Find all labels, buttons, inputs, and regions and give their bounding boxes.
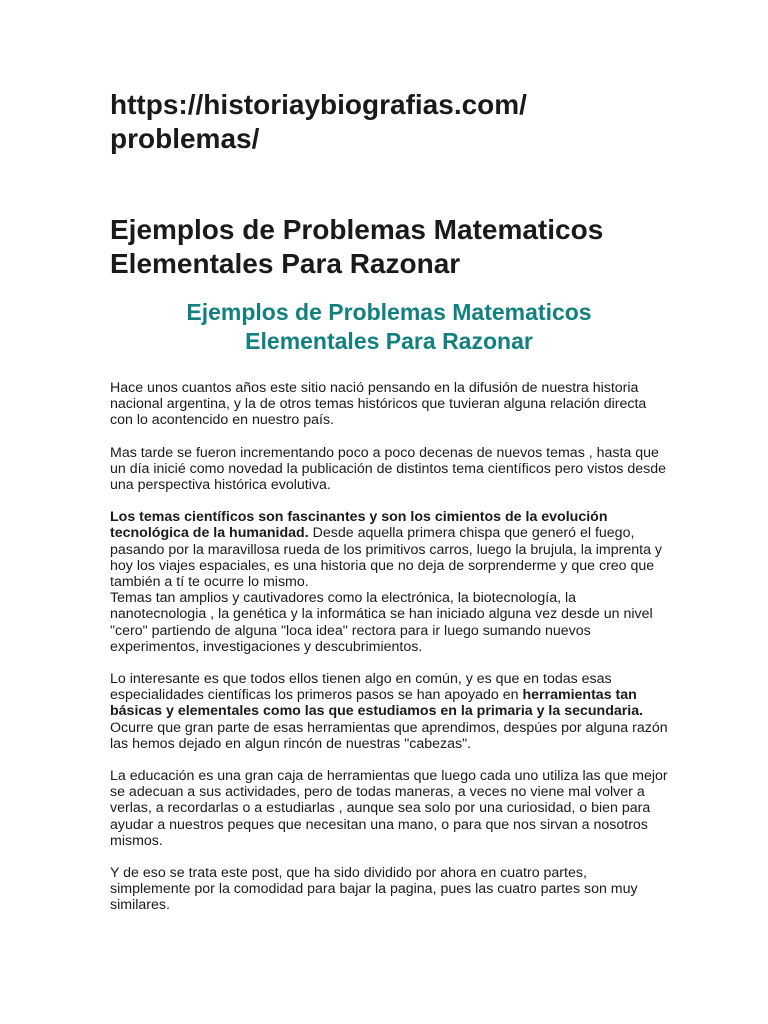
paragraph-3-bold: Los temas científicos son fascinantes y son los cimientos de la evolución tecnológica de la humanidad.: [110, 509, 608, 542]
paragraph-4-bold: herramientas tan básicas y elementales como las que estudiamos en la primaria y la secundaria.: [110, 687, 644, 720]
paragraph-1: Hace unos cuantos años este sitio nació pensando en la difusión de nuestra historia nacional argentina, y la de otros temas históricos que tuvieran alguna relación directa con lo acontencido en nuestro país.: [110, 380, 647, 429]
url-heading-line2: problemas/: [110, 123, 260, 154]
page-title-line1: Ejemplos de Problemas Matematicos: [110, 214, 604, 245]
paragraph-3: [110, 509, 668, 655]
paragraph-4: [110, 671, 668, 752]
paragraph-3-second: Temas tan amplios y cautivadores como la electrónica, la biotecnología, la nanotecnologia , la genética y la informática se han iniciado alguna vez desde un nivel "cero" partiendo de alguna "loca idea" rectora para ir luego sumando nuevos experimentos, investigaciones y descubrimientos.: [110, 590, 653, 655]
paragraph-4-start: Lo interesante es que todos ellos tienen algo en común, y es que en todas esas especialidades científicas los primeros pasos se han apoyado en: [110, 671, 612, 704]
paragraph-6: Y de eso se trata este post, que ha sido dividido por ahora en cuatro partes, simplemente por la comodidad para bajar la pagina, pues las cuatro partes son muy similares.: [110, 865, 638, 914]
body-text: [110, 380, 668, 914]
url-heading: [110, 88, 590, 156]
page-title-line2: Elementales Para Razonar: [110, 248, 461, 279]
section-heading-line2: Elementales Para Razonar: [245, 328, 533, 354]
url-heading-line1: https://historiaybiografias.com/: [110, 89, 527, 120]
section-heading-line1: Ejemplos de Problemas Matematicos: [186, 299, 592, 325]
section-heading: [110, 298, 668, 356]
paragraph-2: Mas tarde se fueron incrementando poco a poco decenas de nuevos temas , hasta que un día inicié como novedad la publicación de distintos tema científicos pero vistos desde una perspectiva histórica evolutiva.: [110, 444, 667, 494]
page-title: [110, 213, 668, 281]
paragraph-5: La educación es una gran caja de herramientas que luego cada uno utiliza las que mejor se adecuan a sus actividades, pero de todas maneras, a veces no viene mal volver a verlas, a recordarlas o a estudiarlas , aunque sea solo por una curiosidad, o bien para ayudar a nuestros peques que necesitan una mano, o para que nos sirvan a nosotros mismos.: [110, 768, 668, 849]
paragraph-3-rest: Desde aquella primera chispa que generó el fuego, pasando por la maravillosa rueda de los primitivos carros, luego la brujula, la imprenta y hoy los viajes espaciales, es una historia que no deja de sorprenderme y que creo que también a tí te ocurre lo mismo.: [110, 525, 663, 591]
paragraph-4-second: Ocurre que gran parte de esas herramientas que aprendimos, despúes por alguna razón las hemos dejado en algun rincón de nuestras "cabezas".: [110, 719, 668, 752]
